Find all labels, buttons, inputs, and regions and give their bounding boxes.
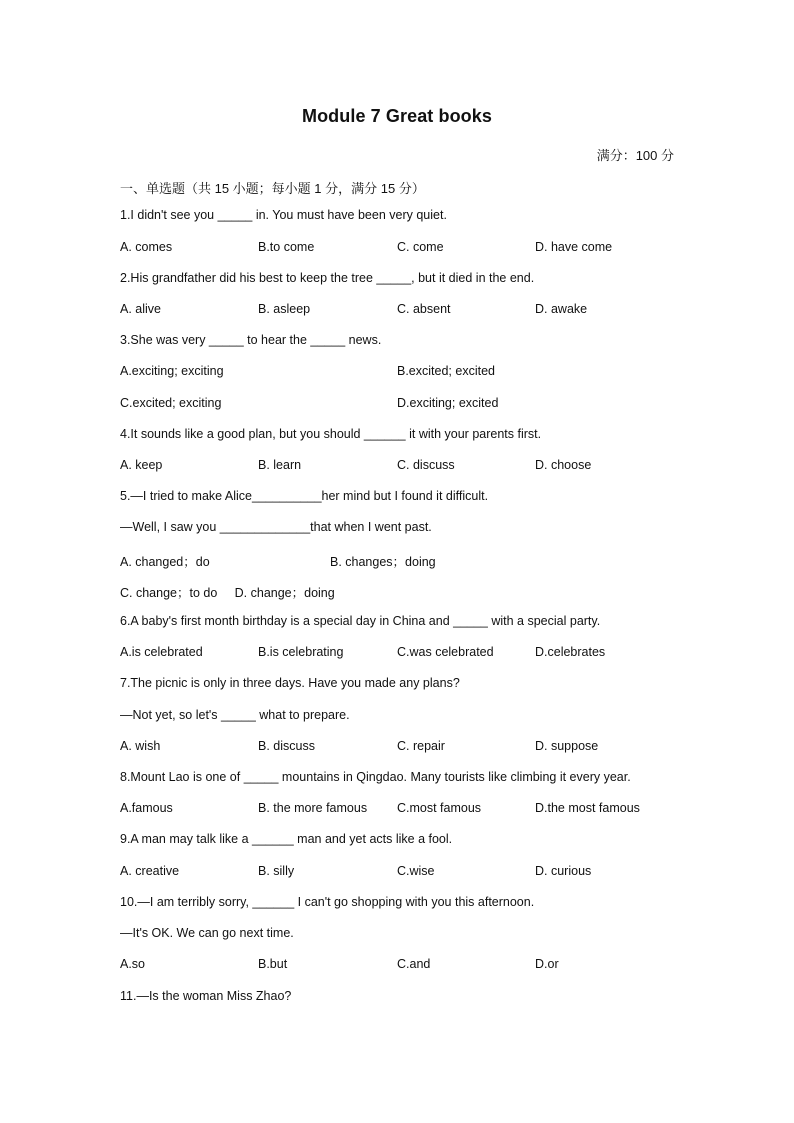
question-7-option-c: C. repair xyxy=(397,739,445,753)
question-10-stem-reply: —It's OK. We can go next time. xyxy=(120,926,294,940)
question-6-option-b: B.is celebrating xyxy=(258,645,344,659)
question-6-option-a: A.is celebrated xyxy=(120,645,203,659)
question-9-stem: 9.A man may talk like a ______ man and yet acts like a fool. xyxy=(120,832,453,846)
question-1-option-a: A. comes xyxy=(120,240,173,254)
question-10-option-b: B.but xyxy=(258,957,288,971)
question-7-option-b: B. discuss xyxy=(258,739,315,753)
question-7-stem-reply: —Not yet, so let's _____ what to prepare. xyxy=(120,708,350,722)
question-2-option-b: B. asleep xyxy=(258,302,311,316)
question-3-option-c: C.excited; exciting xyxy=(120,396,222,410)
question-11-stem: 11.—Is the woman Miss Zhao? xyxy=(120,989,292,1003)
question-4-option-c: C. discuss xyxy=(397,458,455,472)
question-9-option-a: A. creative xyxy=(120,864,180,878)
question-6-option-c: C.was celebrated xyxy=(397,645,494,659)
question-7-option-d: D. suppose xyxy=(535,739,599,753)
question-10-option-d: D.or xyxy=(535,957,559,971)
question-8-stem: 8.Mount Lao is one of _____ mountains in Qingdao. Many tourists like climbing it every year. xyxy=(120,770,631,784)
question-2-stem: 2.His grandfather did his best to keep the tree _____, but it died in the end. xyxy=(120,271,535,285)
question-5-stem-reply: —Well, I saw you _____________that when I went past. xyxy=(120,520,432,534)
question-8-option-c: C.most famous xyxy=(397,801,482,815)
question-2-option-a: A. alive xyxy=(120,302,161,316)
question-10-option-c: C.and xyxy=(397,957,431,971)
question-5-stem: 5.—I tried to make Alice__________her mind but I found it difficult. xyxy=(120,489,489,503)
question-1-option-d: D. have come xyxy=(535,240,613,254)
full-score: 满分：100 分 xyxy=(596,148,674,163)
question-3-stem: 3.She was very _____ to hear the _____ news. xyxy=(120,333,382,347)
question-4-option-b: B. learn xyxy=(258,458,302,472)
question-9-option-c: C.wise xyxy=(397,864,435,878)
question-2-option-d: D. awake xyxy=(535,302,588,316)
question-7-option-a: A. wish xyxy=(120,739,161,753)
question-8-option-b: B. the more famous xyxy=(258,801,368,815)
question-9-option-b: B. silly xyxy=(258,864,295,878)
question-1-option-b: B.to come xyxy=(258,240,315,254)
question-3-option-a: A.exciting; exciting xyxy=(120,364,224,378)
section-heading: 一、单选题（共 15 小题；每小题 1 分，满分 15 分） xyxy=(120,181,425,196)
question-6-option-d: D.celebrates xyxy=(535,645,606,659)
question-1-option-c: C. come xyxy=(397,240,444,254)
question-6-stem: 6.A baby's first month birthday is a special day in China and _____ with a special party. xyxy=(120,614,601,628)
question-3-option-b: B.excited; excited xyxy=(397,364,495,378)
question-10-stem: 10.—I am terribly sorry, ______ I can't go shopping with you this afternoon. xyxy=(120,895,535,909)
question-8-option-a: A.famous xyxy=(120,801,173,815)
question-10-option-a: A.so xyxy=(120,957,146,971)
question-8-option-d: D.the most famous xyxy=(535,801,640,815)
question-4-option-d: D. choose xyxy=(535,458,592,472)
question-2-option-c: C. absent xyxy=(397,302,451,316)
question-4-option-a: A. keep xyxy=(120,458,163,472)
question-5-option-cd: C. change；to do D. change；doing xyxy=(120,586,335,600)
question-7-stem: 7.The picnic is only in three days. Have you made any plans? xyxy=(120,676,460,690)
page-title: Module 7 Great books xyxy=(301,106,493,126)
question-3-option-d: D.exciting; excited xyxy=(397,396,499,410)
question-9-option-d: D. curious xyxy=(535,864,592,878)
question-5-option-a: A. changed；do xyxy=(120,555,210,569)
question-5-option-b: B. changes；doing xyxy=(330,555,436,569)
question-1-stem: 1.I didn't see you _____ in. You must have been very quiet. xyxy=(120,208,447,222)
question-4-stem: 4.It sounds like a good plan, but you should ______ it with your parents first. xyxy=(120,427,542,441)
